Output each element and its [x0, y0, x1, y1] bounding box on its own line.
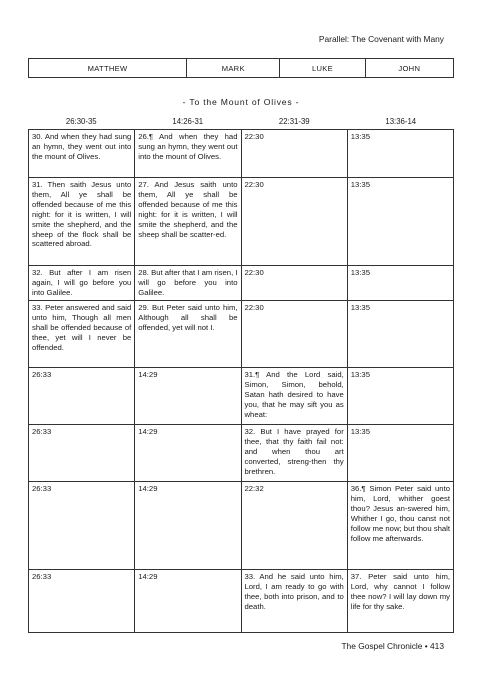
verse-row — [29, 425, 454, 482]
gospel-header-table — [28, 58, 454, 78]
verse-row — [29, 301, 454, 368]
section-title: - To the Mount of Olives - — [182, 97, 300, 107]
verse-cell: 26.¶ And when they had sung an hymn, they went out into the mount of Olives. — [135, 130, 241, 178]
page-footer: The Gospel Chronicle • 413 — [341, 641, 444, 651]
verse-cell: 31. Then saith Jesus unto them, All ye shall be offended because of me this night: for it is written, I will smite the shepherd, and the sheep of the flock shall be scattered abroad. — [29, 178, 135, 266]
verse-cell: 14:29 — [135, 570, 241, 633]
gospel-john: JOHN — [365, 59, 453, 78]
verse-cell: 22:30 — [241, 266, 347, 301]
verse-cell: 13:35 — [347, 301, 453, 368]
verse-cell: 27. And Jesus saith unto them, All ye shall be offended because of me this night: for it is written, I will smite the shepherd, and the sheep shall be scatter-ed. — [135, 178, 241, 266]
verse-row — [29, 570, 454, 633]
verse-cell: 28. But after that I am risen, I will go before you into Galilee. — [135, 266, 241, 301]
verse-cell: 14:29 — [135, 425, 241, 482]
verse-cell: 31.¶ And the Lord said, Simon, Simon, behold, Satan hath desired to have you, that he may sift you as wheat: — [241, 368, 347, 425]
verse-cell: 14:29 — [135, 368, 241, 425]
verse-cell: 22:30 — [241, 130, 347, 178]
gospel-mark: MARK — [187, 59, 280, 78]
verse-row — [29, 130, 454, 178]
verse-row — [29, 368, 454, 425]
verse-cell: 14:29 — [135, 482, 241, 570]
ref-mark: 14:26-31 — [172, 117, 204, 126]
verse-row — [29, 482, 454, 570]
verse-cell: 22:30 — [241, 178, 347, 266]
verse-cell: 32. But I have prayed for thee, that thy faith fail not: and when thou art converted, streng-then thy brethren. — [241, 425, 347, 482]
ref-matthew: 26:30-35 — [65, 117, 97, 126]
ref-luke: 22:31-39 — [278, 117, 310, 126]
verse-cell: 29. But Peter said unto him, Although all shall be offended, yet will not I. — [135, 301, 241, 368]
verse-cell: 26:33 — [29, 368, 135, 425]
verse-row — [29, 178, 454, 266]
verse-cell: 26:33 — [29, 425, 135, 482]
gospel-luke: LUKE — [280, 59, 365, 78]
verse-cell: 33. Peter answered and said unto him, Though all men shall be offended because of thee, yet will I never be offended. — [29, 301, 135, 368]
verse-cell: 22:30 — [241, 301, 347, 368]
verse-cell: 13:35 — [347, 266, 453, 301]
verse-cell: 13:35 — [347, 368, 453, 425]
verse-cell: 13:35 — [347, 130, 453, 178]
verse-cell: 36.¶ Simon Peter said unto him, Lord, whither goest thou? Jesus an-swered him, Whither I go, thou canst not follow me now; but thou shalt follow me afterwards. — [347, 482, 453, 570]
gospel-matthew: MATTHEW — [29, 59, 187, 78]
verse-cell: 13:35 — [347, 425, 453, 482]
verse-cell: 32. But after I am risen again, I will go before you into Galilee. — [29, 266, 135, 301]
verse-cell: 33. And he said unto him, Lord, I am ready to go with thee, both into prison, and to death. — [241, 570, 347, 633]
verse-cell: 26:33 — [29, 570, 135, 633]
verse-cell: 13:35 — [347, 178, 453, 266]
ref-john: 13:36-14 — [385, 117, 417, 126]
running-head: Parallel: The Covenant with Many — [318, 34, 444, 44]
reference-row — [28, 117, 454, 126]
verse-table — [28, 129, 454, 633]
verse-cell: 22:32 — [241, 482, 347, 570]
verse-cell: 30. And when they had sung an hymn, they went out into the mount of Olives. — [29, 130, 135, 178]
verse-cell: 26:33 — [29, 482, 135, 570]
verse-cell: 37. Peter said unto him, Lord, why cannot I follow thee now? I will lay down my life for thy sake. — [347, 570, 453, 633]
verse-row — [29, 266, 454, 301]
